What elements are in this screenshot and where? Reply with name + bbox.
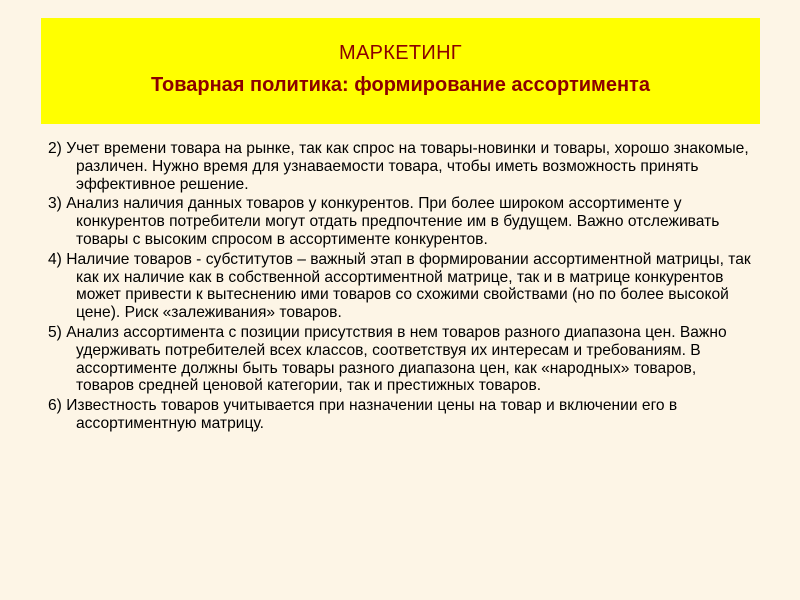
item-text: Учет времени товара на рынке, так как спрос на товары-новинки и товары, хорошо знакомые, различен. Нужно время для узнаваемости товара, чтобы иметь возможность принять эффективное решение. [66, 140, 749, 193]
item-number: 6) [48, 397, 62, 415]
slide-header [41, 18, 760, 124]
item-number: 5) [48, 323, 62, 341]
list-item-4 [48, 251, 753, 322]
item-text: Анализ ассортимента с позиции присутствия в нем товаров разного диапазона цен. Важно удерживать потребителей всех классов, соответствуя их интересам и требованиям. В ассортименте должны быть товары разного диапазона цен, как «народных» товаров, товаров средней ценовой категории, так и престижных товаров. [66, 323, 727, 395]
item-number: 4) [48, 250, 62, 268]
item-text: Наличие товаров - субститутов – важный этап в формировании ассортиментной матрицы, так как их наличие как в собственной ассортиментной матрице, так и в матрице конкурентов может привести к вытеснению ими товаров со схожими свойствами (но по более высокой цене). Риск «залеживания» товаров. [66, 250, 751, 322]
slide-subtitle: Товарная политика: формирование ассортимента [151, 74, 650, 96]
item-text: Известность товаров учитывается при назначении цены на товар и включении его в ассортиментную матрицу. [66, 397, 678, 432]
list-item-3 [48, 195, 753, 248]
item-number: 3) [48, 195, 62, 213]
list-item-5 [48, 324, 753, 395]
list-item-6 [48, 397, 753, 433]
item-text: Анализ наличия данных товаров у конкурентов. При более широком ассортименте у конкурентов потребители могут отдать предпочтение им в будущем. Важно отслеживать товары с высоким спросом в ассортименте конкурентов. [66, 195, 720, 248]
list-item-2 [48, 140, 753, 193]
slide-title: МАРКЕТИНГ [339, 42, 462, 64]
slide-body [48, 140, 753, 435]
item-number: 2) [48, 140, 62, 157]
